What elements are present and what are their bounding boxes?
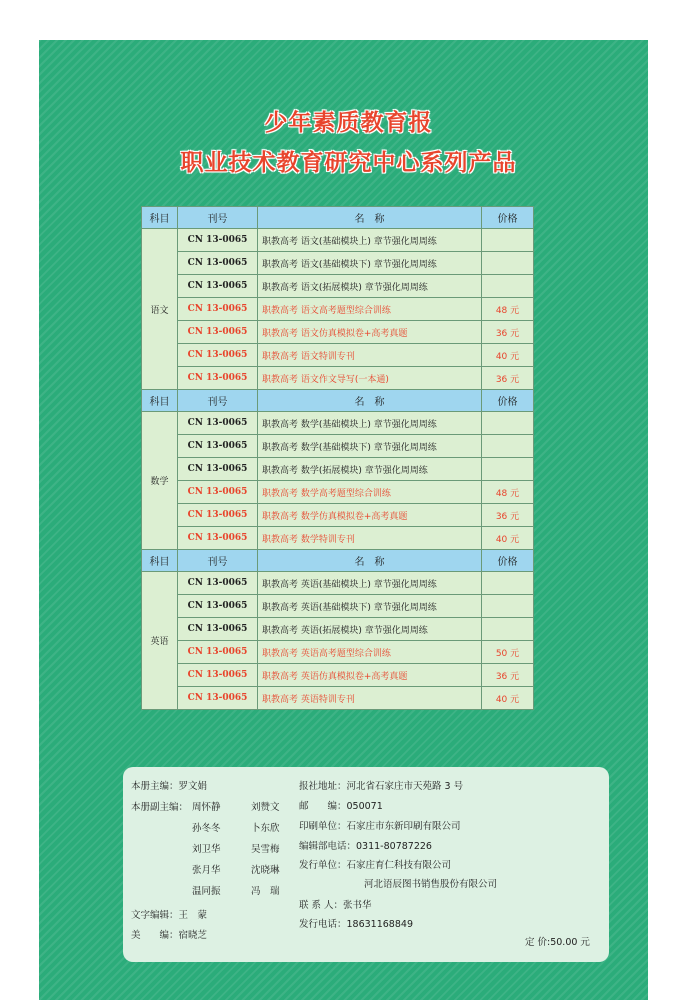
product-name-cell: 职教高考 数学仿真模拟卷+高考真题 <box>258 504 482 527</box>
product-name-cell: 职教高考 英语(拓展模块) 章节强化周周练 <box>258 618 482 641</box>
table-row <box>142 321 534 344</box>
cover-price: 定 价:50.00 元 <box>525 937 590 948</box>
header-subject: 科目 <box>142 390 178 412</box>
deputy-name: 卜东欣 <box>251 823 280 834</box>
product-catalog-table <box>141 206 534 710</box>
table-row <box>142 344 534 367</box>
product-name-cell: 职教高考 数学(拓展模块) 章节强化周周练 <box>258 458 482 481</box>
table-header-row <box>142 390 534 412</box>
deputy-name: 冯 瑞 <box>251 886 280 897</box>
price-cell: 50 元 <box>482 641 534 664</box>
issue-code-cell: CN 13-0065 <box>178 527 258 550</box>
product-name-cell: 职教高考 语文(基础模块下) 章节强化周周练 <box>258 252 482 275</box>
product-name-cell: 职教高考 语文作文导写(一本通) <box>258 367 482 390</box>
header-price: 价格 <box>482 390 534 412</box>
table-row <box>142 572 534 595</box>
price-cell <box>482 595 534 618</box>
deputy-name: 温同振 <box>192 886 221 897</box>
header-price: 价格 <box>482 207 534 229</box>
table-row <box>142 298 534 321</box>
header-code: 刊号 <box>178 207 258 229</box>
price-cell <box>482 229 534 252</box>
title-newspaper: 少年素质教育报 <box>264 110 433 136</box>
table-row <box>142 252 534 275</box>
table-row <box>142 435 534 458</box>
deputy-name: 张月华 <box>192 865 221 876</box>
header-code: 刊号 <box>178 550 258 572</box>
issue-code-cell: CN 13-0065 <box>178 367 258 390</box>
product-name-cell: 职教高考 语文仿真模拟卷+高考真题 <box>258 321 482 344</box>
table-row <box>142 687 534 710</box>
product-name-cell: 职教高考 语文(拓展模块) 章节强化周周练 <box>258 275 482 298</box>
publisher-distributor-2: 河北语辰图书销售股份有限公司 <box>364 879 498 890</box>
subject-cell: 语文 <box>142 229 178 390</box>
deputy-name: 孙冬冬 <box>192 823 221 834</box>
table-header-row <box>142 550 534 572</box>
issue-code-cell: CN 13-0065 <box>178 252 258 275</box>
price-cell <box>482 618 534 641</box>
price-cell: 40 元 <box>482 344 534 367</box>
deputy-name: 吴雪梅 <box>251 844 280 855</box>
product-name-cell: 职教高考 语文特训专刊 <box>258 344 482 367</box>
issue-code-cell: CN 13-0065 <box>178 595 258 618</box>
deputy-name: 沈晓琳 <box>251 865 280 876</box>
product-name-cell: 职教高考 数学(基础模块上) 章节强化周周练 <box>258 412 482 435</box>
product-name-cell: 职教高考 语文高考题型综合训练 <box>258 298 482 321</box>
publisher-address: 报社地址：河北省石家庄市天苑路 3 号 <box>299 781 464 792</box>
deputy-name: 刘卫华 <box>192 844 221 855</box>
issue-code-cell: CN 13-0065 <box>178 275 258 298</box>
header-name: 名 称 <box>258 207 482 229</box>
product-name-cell: 职教高考 数学特训专刊 <box>258 527 482 550</box>
table-row <box>142 367 534 390</box>
issue-code-cell: CN 13-0065 <box>178 412 258 435</box>
table-row <box>142 229 534 252</box>
price-cell <box>482 412 534 435</box>
chief-editor: 本册主编：罗文娟 <box>131 781 208 792</box>
product-name-cell: 职教高考 英语(基础模块下) 章节强化周周练 <box>258 595 482 618</box>
info-panel <box>123 767 609 962</box>
product-name-cell: 职教高考 语文(基础模块上) 章节强化周周练 <box>258 229 482 252</box>
price-cell: 48 元 <box>482 481 534 504</box>
deputy-name: 周怀静 <box>192 802 221 813</box>
header-code: 刊号 <box>178 390 258 412</box>
subject-cell: 数学 <box>142 412 178 550</box>
header-subject: 科目 <box>142 207 178 229</box>
publisher-distributor: 发行单位：石家庄育仁科技有限公司 <box>299 860 452 871</box>
price-cell <box>482 252 534 275</box>
price-cell <box>482 572 534 595</box>
price-cell: 36 元 <box>482 321 534 344</box>
distribution-phone: 发行电话：18631168849 <box>299 919 413 930</box>
price-cell: 36 元 <box>482 664 534 687</box>
issue-code-cell: CN 13-0065 <box>178 229 258 252</box>
issue-code-cell: CN 13-0065 <box>178 321 258 344</box>
table-row <box>142 412 534 435</box>
header-subject: 科目 <box>142 550 178 572</box>
price-cell: 40 元 <box>482 527 534 550</box>
publisher-postcode: 邮 编：050071 <box>299 801 383 812</box>
deputy-editor-label: 本册副主编： <box>131 802 189 813</box>
art-editor: 美 编：宿晓芝 <box>131 930 208 941</box>
table-header-row <box>142 207 534 229</box>
product-name-cell: 职教高考 数学(基础模块下) 章节强化周周练 <box>258 435 482 458</box>
header-price: 价格 <box>482 550 534 572</box>
issue-code-cell: CN 13-0065 <box>178 458 258 481</box>
publisher-printer: 印刷单位：石家庄市东新印刷有限公司 <box>299 821 461 832</box>
issue-code-cell: CN 13-0065 <box>178 618 258 641</box>
table-row <box>142 618 534 641</box>
product-name-cell: 职教高考 数学高考题型综合训练 <box>258 481 482 504</box>
price-cell: 40 元 <box>482 687 534 710</box>
issue-code-cell: CN 13-0065 <box>178 481 258 504</box>
issue-code-cell: CN 13-0065 <box>178 435 258 458</box>
editorial-phone: 编辑部电话：0311-80787226 <box>299 841 432 852</box>
product-name-cell: 职教高考 英语(基础模块上) 章节强化周周练 <box>258 572 482 595</box>
product-name-cell: 职教高考 英语仿真模拟卷+高考真题 <box>258 664 482 687</box>
text-editor: 文字编辑：王 蒙 <box>131 910 208 921</box>
table-row <box>142 504 534 527</box>
price-cell: 48 元 <box>482 298 534 321</box>
table-row <box>142 275 534 298</box>
title-series: 职业技术教育研究中心系列产品 <box>180 150 517 176</box>
product-name-cell: 职教高考 英语高考题型综合训练 <box>258 641 482 664</box>
table-row <box>142 481 534 504</box>
price-cell <box>482 458 534 481</box>
issue-code-cell: CN 13-0065 <box>178 687 258 710</box>
table-row <box>142 664 534 687</box>
table-row <box>142 595 534 618</box>
table-row <box>142 458 534 481</box>
issue-code-cell: CN 13-0065 <box>178 344 258 367</box>
deputy-name: 刘赞文 <box>251 802 280 813</box>
contact-person: 联 系 人：张书华 <box>299 900 372 911</box>
subject-cell: 英语 <box>142 572 178 710</box>
header-name: 名 称 <box>258 550 482 572</box>
price-cell: 36 元 <box>482 367 534 390</box>
table-row <box>142 527 534 550</box>
product-name-cell: 职教高考 英语特训专刊 <box>258 687 482 710</box>
issue-code-cell: CN 13-0065 <box>178 572 258 595</box>
header-name: 名 称 <box>258 390 482 412</box>
table-row <box>142 641 534 664</box>
issue-code-cell: CN 13-0065 <box>178 504 258 527</box>
issue-code-cell: CN 13-0065 <box>178 664 258 687</box>
issue-code-cell: CN 13-0065 <box>178 298 258 321</box>
issue-code-cell: CN 13-0065 <box>178 641 258 664</box>
price-cell <box>482 435 534 458</box>
price-cell <box>482 275 534 298</box>
price-cell: 36 元 <box>482 504 534 527</box>
